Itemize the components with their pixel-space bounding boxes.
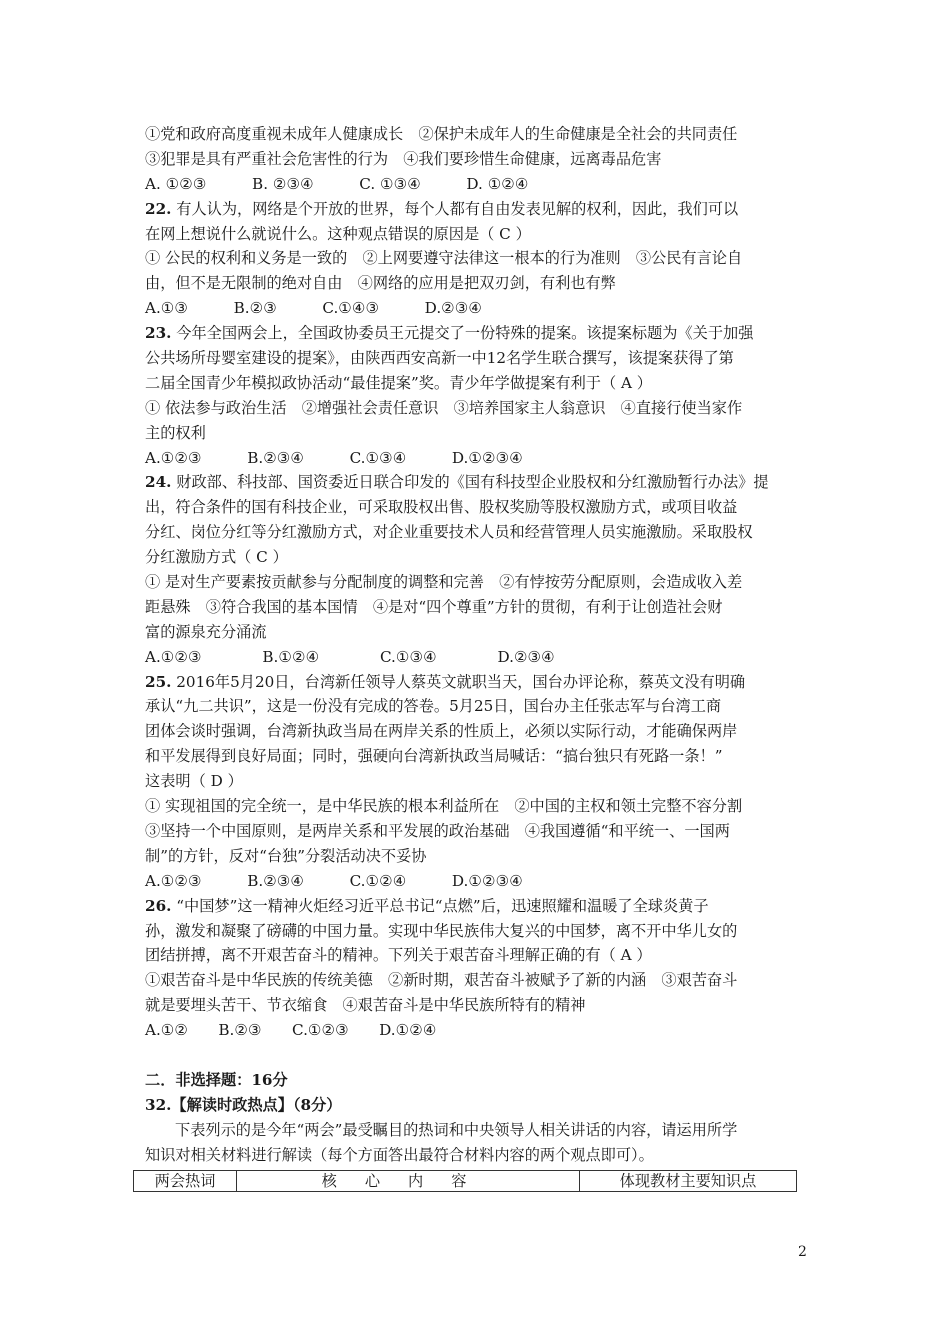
q24-choice-line-3: 富的源泉充分涌流 <box>145 622 267 641</box>
q25-choice-line-1: ① 实现祖国的完全统一，是中华民族的根本利益所在 ②中国的主权和领土完整不容分割 <box>145 797 743 816</box>
q26-choice-line-2: 就是要埋头苦干、节衣缩食 ④艰苦奋斗是中华民族所特有的精神 <box>145 996 586 1015</box>
q22-number: 22. <box>145 199 172 218</box>
q22-stem-line-2: 在网上想说什么就说什么。这种观点错误的原因是（ C ） <box>145 224 531 243</box>
q24-number: 24. <box>145 473 172 492</box>
section-2-title: 二．非选择题：16分 <box>145 1070 288 1089</box>
q23-choice-line-1: ① 依法参与政治生活 ②增强社会责任意识 ③培养国家主人翁意识 ④直接行使当家作 <box>145 398 743 417</box>
q22-choice-line-1: ① 公民的权利和义务是一致的 ②上网要遵守法律这一根本的行为准则 ③公民有言论自 <box>145 249 743 268</box>
q24-stem-line-2: 出，符合条件的国有科技企业，可采取股权出售、股权奖励等股权激励方式，或项目收益 <box>145 498 738 517</box>
q25-stem-line-4: 和平发展得到良好局面；同时，强硬向台湾新执政当局喊话：“搞台独只有死路一条！” <box>145 747 723 766</box>
q32-intro-line-2: 知识对相关材料进行解读（每个方面答出最符合材料内容的两个观点即可）。 <box>145 1145 654 1164</box>
q26-stem-line-2: 孙，激发和凝聚了磅礴的中国力量。实现中华民族伟大复兴的中国梦，离不开中华儿女的 <box>145 921 738 940</box>
q26-stem-line-1: 26. “中国梦”这一精神火炬经习近平总书记“点燃”后，迅速照耀和温暖了全球炎黄子 <box>145 896 709 915</box>
q23-stem-line-2: 公共场所母婴室建设的提案》，由陕西西安高新一中12名学生联合撰写，该提案获得了第 <box>145 349 734 368</box>
q32-title: 32.【解读时政热点】（8分） <box>145 1095 342 1114</box>
q23-stem-line-3: 二届全国青少年模拟政协活动“最佳提案”奖。青少年学做提案有利于（ A ） <box>145 373 652 392</box>
q25-number: 25. <box>145 672 172 691</box>
table-header-row <box>134 1171 797 1192</box>
q21-options: A. ①②③ B. ②③④ C. ①③④ D. ①②④ <box>145 174 529 193</box>
q24-choice-line-1: ① 是对生产要素按贡献参与分配制度的调整和完善 ②有悖按劳分配原则，会造成收入差 <box>145 573 743 592</box>
q25-choice-line-2: ③坚持一个中国原则，是两岸关系和平发展的政治基础 ④我国遵循“和平统一、一国两 <box>145 821 730 840</box>
q21-choice-line-1: ①党和政府高度重视未成年人健康成长 ②保护未成年人的生命健康是全社会的共同责任 <box>145 125 738 143</box>
table-header-core-content: 核心内容 <box>237 1171 580 1192</box>
q26-stem-line-3: 团结拼搏，离不开艰苦奋斗的精神。下列关于艰苦奋斗理解正确的有（ A ） <box>145 946 652 965</box>
q21-choice-line-2: ③犯罪是具有严重社会危害性的行为 ④我们要珍惜生命健康，远离毒品危害 <box>145 149 662 168</box>
q24-choice-line-2: 距悬殊 ③符合我国的基本国情 ④是对“四个尊重”方针的贯彻，有利于让创造社会财 <box>145 597 723 616</box>
q22-stem-line-1: 22. 有人认为，网络是个开放的世界，每个人都有自由发表见解的权利，因此，我们可以 <box>145 199 739 218</box>
q26-number: 26. <box>145 896 172 915</box>
q25-stem-line-2: 承认“九二共识”，这是一份没有完成的答卷。5月25日，国台办主任张志军与台湾工商 <box>145 697 722 716</box>
hot-words-table <box>133 1170 797 1192</box>
q32-intro-line-1: 下表列示的是今年“两会”最受瞩目的热词和中央领导人相关讲话的内容，请运用所学 <box>175 1120 738 1139</box>
q25-choice-line-3: 制”的方针，反对“台独”分裂活动决不妥协 <box>145 846 427 865</box>
q24-stem-line-1: 24. 财政部、科技部、国资委近日联合印发的《国有科技型企业股权和分红激励暂行办法》提 <box>145 473 769 492</box>
q22-options: A.①③ B.②③ C.①④③ D.②③④ <box>145 299 482 318</box>
q25-stem-line-1: 25. 2016年5月20日，台湾新任领导人蔡英文就职当天，国台办评论称，蔡英文没有明确 <box>145 672 746 691</box>
q23-choice-line-2: 主的权利 <box>145 423 206 442</box>
q23-number: 23. <box>145 324 172 343</box>
q26-choice-line-1: ①艰苦奋斗是中华民族的传统美德 ②新时期，艰苦奋斗被赋予了新的内涵 ③艰苦奋斗 <box>145 971 738 990</box>
spacer <box>145 1043 815 1068</box>
page-number: 2 <box>798 1244 807 1260</box>
q25-options: A.①②③ B.②③④ C.①②④ D.①②③④ <box>145 871 523 890</box>
q22-choice-line-2: 由，但不是无限制的绝对自由 ④网络的应用是把双刃剑，有利也有弊 <box>145 274 616 293</box>
q23-options: A.①②③ B.②③④ C.①③④ D.①②③④ <box>145 448 523 467</box>
q25-stem-line-5: 这表明（ D ） <box>145 772 243 791</box>
table-header-hot-word: 两会热词 <box>134 1171 237 1192</box>
q26-options: A.①② B.②③ C.①②③ D.①②④ <box>145 1021 437 1040</box>
page-content <box>145 122 815 1192</box>
q25-stem-line-3: 团体会谈时强调，台湾新执政当局在两岸关系的性质上，必须以实际行动，才能确保两岸 <box>145 722 738 741</box>
table-header-knowledge-points: 体现教材主要知识点 <box>580 1171 797 1192</box>
q23-stem-line-1: 23. 今年全国两会上，全国政协委员王元提交了一份特殊的提案。该提案标题为《关于加强 <box>145 324 754 343</box>
q24-options: A.①②③ B.①②④ C.①③④ D.②③④ <box>145 647 555 666</box>
q24-stem-line-4: 分红激励方式（ C ） <box>145 548 288 567</box>
q24-stem-line-3: 分红、岗位分红等分红激励方式，对企业重要技术人员和经营管理人员实施激励。采取股权 <box>145 523 753 542</box>
